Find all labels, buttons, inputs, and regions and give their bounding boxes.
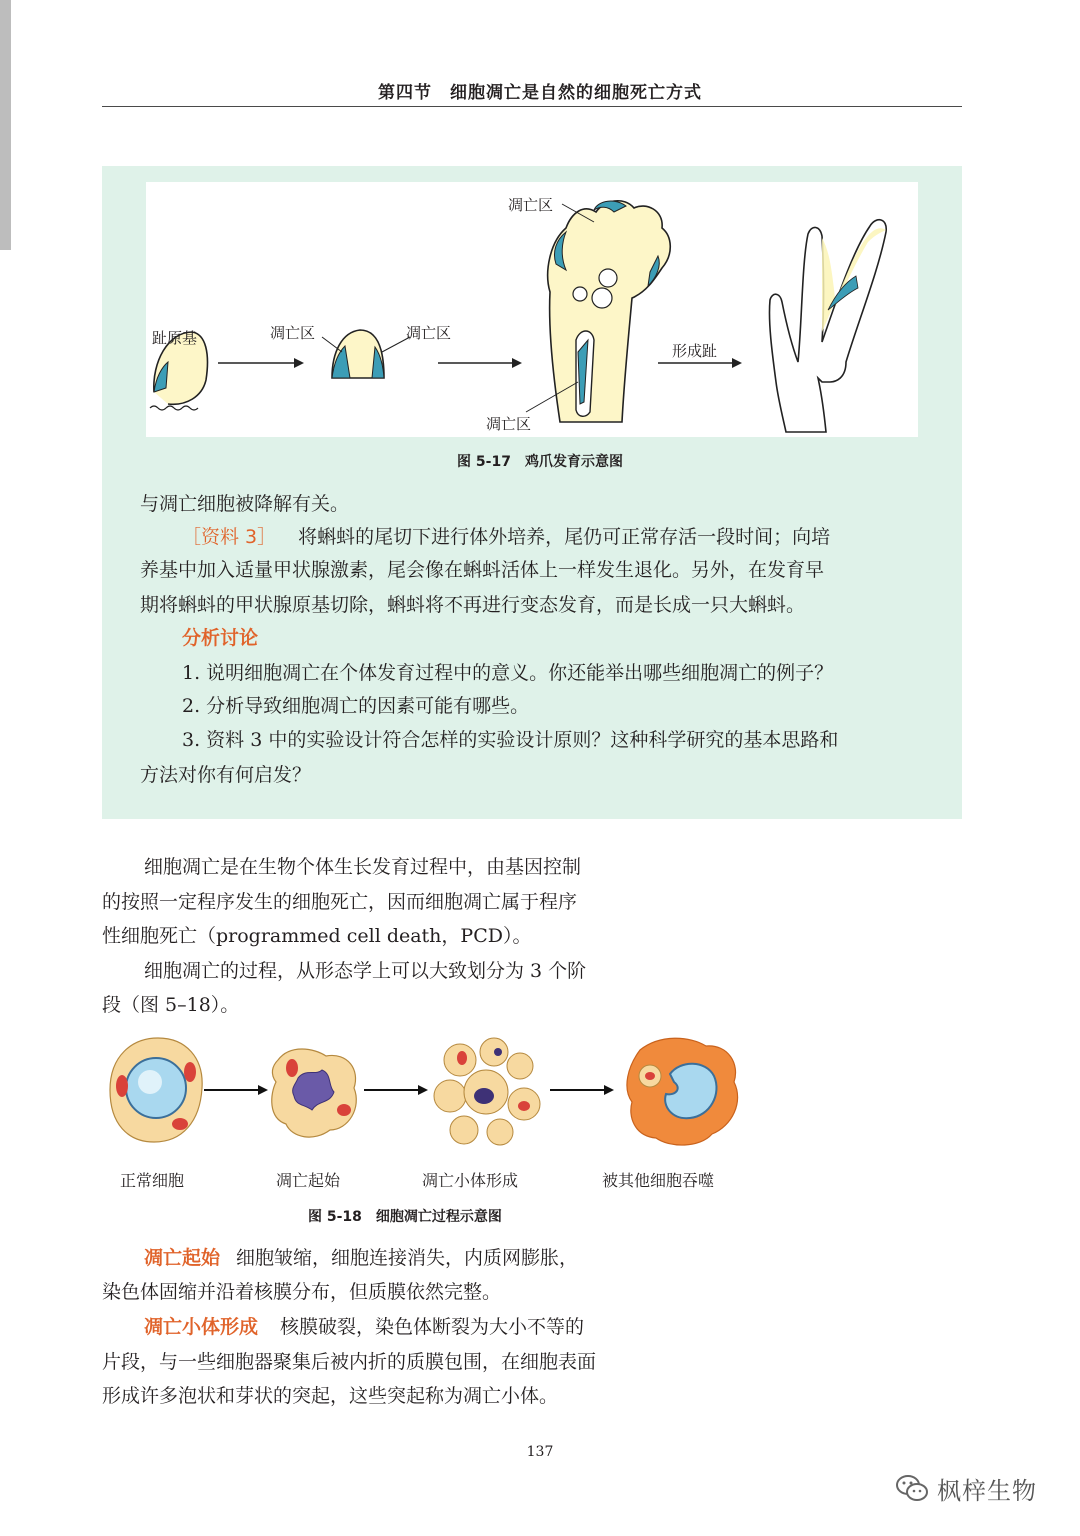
question-1: 1. 说明细胞凋亡在个体发育过程中的意义。你还能举出哪些细胞凋亡的例子？ — [182, 662, 834, 684]
body-p1-line-1: 细胞凋亡是在生物个体生长发育过程中，由基因控制 — [144, 856, 582, 878]
term-apoptotic-body-formation: 凋亡小体形成 — [144, 1316, 259, 1338]
body-p3-line-2: 染色体固缩并沿着核膜分布，但质膜依然完整。 — [102, 1281, 502, 1303]
chicken-foot-development-illustration — [146, 182, 918, 437]
body-p3-line-1 — [144, 1242, 578, 1275]
page-spine-edge — [0, 0, 11, 250]
material-3-line-2: 养基中加入适量甲状腺激素，尾会像在蝌蚪活体上一样发生退化。另外，在发育早 — [140, 559, 825, 581]
stage-label-engulfed: 被其他细胞吞噬 — [602, 1171, 715, 1190]
material-3-label: ［资料 3］ — [182, 526, 277, 548]
wechat-icon — [895, 1473, 929, 1503]
body-p1-line-2: 的按照一定程序发生的细胞死亡，因而细胞凋亡属于程序 — [102, 891, 578, 913]
watermark-text: 枫梓生物 — [937, 1476, 1037, 1505]
label-apoptosis-zone-bottom: 凋亡区 — [486, 415, 532, 433]
body-p4-line-1 — [144, 1311, 584, 1344]
engulfed-by-other-cell — [627, 1038, 738, 1145]
question-3-line-1: 3. 资料 3 中的实验设计符合怎样的实验设计原则？这种科学研究的基本思路和 — [182, 729, 839, 751]
label-toe-primordium: 趾原基 — [152, 329, 198, 347]
stage-label-onset: 凋亡起始 — [276, 1171, 341, 1190]
figure-5-17-caption: 图 5-17 鸡爪发育示意图 — [457, 454, 623, 470]
figure-5-17-panel — [146, 182, 918, 437]
running-header: 第四节 细胞凋亡是自然的细胞死亡方式 — [378, 83, 702, 103]
label-apoptosis-zone-right: 凋亡区 — [406, 324, 452, 342]
apoptosis-stages-illustration — [100, 1030, 760, 1160]
apoptosis-onset-cell — [272, 1049, 357, 1137]
figure-5-18-caption: 图 5-18 细胞凋亡过程示意图 — [308, 1209, 502, 1225]
material-3-line-3: 期将蝌蚪的甲状腺原基切除，蝌蚪将不再进行变态发育，而是长成一只大蝌蚪。 — [140, 594, 806, 616]
question-3-line-2: 方法对你有何启发？ — [140, 764, 312, 786]
label-forming-toes: 形成趾 — [672, 342, 718, 360]
body-p4-line-2: 片段，与一些细胞器聚集后被内折的质膜包围，在细胞表面 — [102, 1351, 597, 1373]
material-3-line-1 — [182, 521, 830, 554]
normal-cell — [110, 1038, 202, 1142]
header-rule — [102, 106, 962, 107]
body-p2-line-2: 段（图 5–18）。 — [102, 994, 240, 1016]
question-2: 2. 分析导致细胞凋亡的因素可能有哪些。 — [182, 695, 530, 717]
stage-label-normal: 正常细胞 — [120, 1171, 185, 1190]
body-p2-line-1: 细胞凋亡的过程，从形态学上可以大致划分为 3 个阶 — [144, 960, 587, 982]
discussion-heading: 分析讨论 — [182, 627, 259, 649]
stage-label-bodies: 凋亡小体形成 — [422, 1171, 519, 1190]
material-3-text-1: 将蝌蚪的尾切下进行体外培养，尾仍可正常存活一段时间；向培 — [298, 526, 831, 548]
term-apoptosis-onset: 凋亡起始 — [144, 1247, 221, 1269]
page-number: 137 — [526, 1444, 554, 1460]
watermark — [895, 1468, 1065, 1508]
body-p1-line-3: 性细胞死亡（programmed cell death，PCD）。 — [102, 925, 532, 947]
body-p4-line-3: 形成许多泡状和芽状的突起，这些突起称为凋亡小体。 — [102, 1385, 559, 1407]
body-p4-text-1: 核膜破裂，染色体断裂为大小不等的 — [280, 1316, 585, 1338]
label-apoptosis-zone-top: 凋亡区 — [508, 196, 554, 214]
body-p3-text-1: 细胞皱缩，细胞连接消失，内质网膨胀， — [236, 1247, 579, 1269]
label-apoptosis-zone-left: 凋亡区 — [270, 324, 316, 342]
apoptotic-bodies-cell — [434, 1038, 540, 1145]
box-line-0: 与凋亡细胞被降解有关。 — [140, 493, 350, 515]
